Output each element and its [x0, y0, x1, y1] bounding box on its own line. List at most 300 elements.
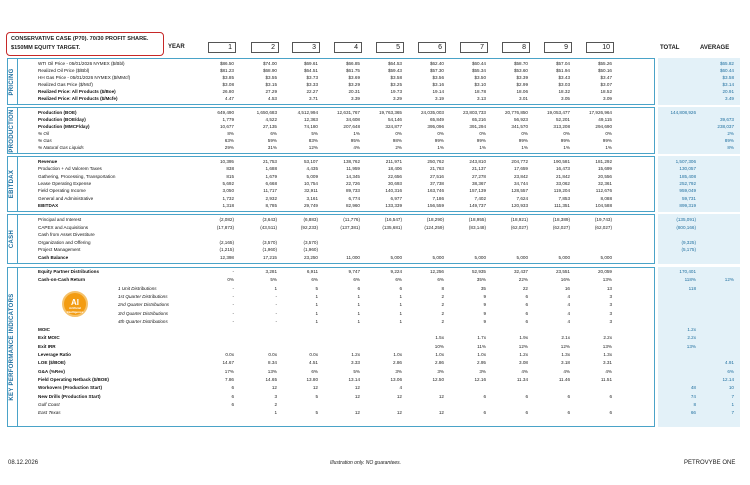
year-9-cell: 18.32 [558, 89, 570, 94]
row-label: Production (BOE/day) [38, 117, 86, 122]
average-header: AVERAGE [700, 45, 730, 51]
footer-date: 08.12.2026 [8, 460, 39, 466]
row-label: Realized Oil Price ($/Bbl) [38, 68, 90, 73]
year-1-cell: 10,677 [219, 124, 234, 129]
year-5-cell: 5,000 [390, 254, 402, 260]
year-3-cell: 1 [315, 302, 318, 308]
year-6-cell: 8 [441, 285, 444, 291]
year-3-cell: 83% [308, 138, 318, 143]
year-8-cell: 12% [518, 343, 528, 349]
year-1-cell: 1,779 [222, 117, 234, 122]
year-2-cell: 4.53 [268, 96, 277, 101]
year-8-cell: 56,923 [513, 117, 528, 122]
year-3-cell: 12 [312, 385, 318, 391]
average-cell: 7 [731, 393, 734, 399]
production-section-label: PRODUCTION [7, 107, 18, 154]
year-9-cell: 4% [563, 368, 570, 374]
year-2-cell: $74.00 [262, 61, 277, 66]
ebitdax-row [20, 174, 734, 180]
year-3-cell: 12% [308, 145, 318, 150]
year-3-cell: 74,180 [303, 124, 318, 129]
total-cell: 899,319 [679, 202, 696, 208]
average-cell: 4.91 [725, 360, 734, 366]
row-label: % Gas [38, 138, 52, 143]
year-8-cell: 6 [525, 393, 528, 399]
year-1-cell: - [232, 269, 234, 274]
year-3-cell: 5,009 [306, 173, 318, 179]
year-8-cell: 22 [522, 285, 528, 291]
row-label: Gathering, Processing, Transportation [38, 173, 116, 179]
year-3-cell: 23,250 [303, 254, 318, 260]
year-5-cell: 98% [392, 138, 402, 143]
year-5-cell: 6 [399, 285, 402, 291]
year-10-cell: 20,556 [597, 173, 612, 179]
year-8-cell: 1% [521, 145, 528, 150]
row-label: Production (MMCF/day) [38, 124, 90, 129]
cash-row [20, 240, 734, 246]
year-10-cell: 20,059 [597, 269, 612, 274]
year-10-cell: 6 [609, 393, 612, 399]
pricing-row [20, 61, 734, 67]
year-2-cell: - [275, 293, 277, 299]
cash-row [20, 255, 734, 261]
year-7-cell: 157,139 [469, 188, 486, 194]
year-4-cell: 5% [353, 368, 360, 374]
kpi-row [20, 286, 734, 292]
year-4-cell: 11,959 [346, 166, 360, 172]
year-7-cell: 149,737 [469, 202, 486, 208]
year-9-cell: 16% [560, 277, 570, 283]
year-9-cell: 19,053,477 [547, 110, 570, 115]
year-5-cell: 1 [399, 302, 402, 308]
row-label: Realized Price: All Products ($/Boe) [38, 89, 116, 94]
average-cell: 8% [727, 145, 734, 150]
year-9-cell: 2.1x [561, 335, 570, 341]
year-6-cell: $3.16 [432, 82, 444, 87]
year-9-cell: 6 [567, 393, 570, 399]
year-1-cell: 1,732 [222, 195, 234, 201]
year-5-cell: (135,681) [382, 224, 402, 230]
year-8-cell: 23,842 [513, 173, 528, 179]
year-3-cell: 5 [315, 393, 318, 399]
year-box-1: 1 [208, 42, 236, 53]
year-9-cell: $3.43 [558, 75, 570, 80]
year-1-cell: - [232, 302, 234, 308]
year-3-cell: 5 [315, 285, 318, 291]
year-7-cell: (18,955) [468, 217, 486, 222]
year-9-cell: 1.3x [561, 352, 570, 357]
year-7-cell: $3.10 [474, 82, 486, 87]
row-label: Realized Gas Price ($/Mcf) [38, 82, 93, 87]
year-3-cell: 1 [315, 318, 318, 324]
year-4-cell: 4% [353, 145, 360, 150]
average-cell: 3.49 [725, 96, 734, 101]
year-6-cell: 21,763 [429, 166, 444, 172]
year-6-cell: $62.40 [429, 61, 444, 66]
year-1-cell: 0.0x [225, 352, 234, 357]
year-2-cell: 11,717 [263, 188, 277, 194]
year-2-cell: 21,753 [262, 159, 277, 164]
year-2-cell: 27,135 [262, 124, 277, 129]
year-8-cell: 5,000 [516, 254, 528, 260]
year-10-cell: 11.51 [600, 376, 612, 382]
year-label: YEAR [168, 44, 185, 50]
year-6-cell: 6% [437, 277, 444, 283]
cash-section-label: CASH [7, 214, 18, 264]
year-10-cell: 3 [609, 318, 612, 324]
year-8-cell: 22% [518, 277, 528, 283]
year-3-cell: $69.61 [303, 61, 318, 66]
year-9-cell: 33,062 [555, 180, 570, 186]
year-5-cell: 1.0x [393, 352, 402, 357]
year-box-5: 5 [376, 42, 404, 53]
year-1-cell: 63% [224, 138, 234, 143]
year-4-cell: $3.69 [348, 75, 360, 80]
year-1-cell: - [232, 310, 234, 316]
year-7-cell: 1.7x [477, 335, 486, 341]
year-6-cell: 3% [437, 368, 444, 374]
year-3-cell: 4,512,994 [297, 110, 318, 115]
year-8-cell: 128,557 [511, 188, 528, 194]
kpi-row [20, 360, 734, 366]
row-label: General and Administrative [38, 195, 94, 201]
total-cell: 2.2x [687, 335, 696, 341]
average-cell: 6% [727, 368, 734, 374]
kpi-row [20, 294, 734, 300]
cash-row [20, 247, 734, 253]
row-label: % Natural Gas Liquids [38, 145, 84, 150]
year-8-cell: $2.99 [516, 82, 528, 87]
year-10-cell: $55.26 [597, 61, 612, 66]
footer-brand: PETROVYBE ONE [684, 460, 736, 466]
row-label: WTI Oil Price - 05/01/2026 NYMEX ($/Bbl) [38, 61, 125, 66]
year-9-cell: 1% [563, 145, 570, 150]
year-box-10: 10 [586, 42, 614, 53]
total-cell: 1.2x [687, 327, 696, 333]
row-label: Field Operating Netback ($/BOE) [38, 376, 109, 382]
year-3-cell: 13.80 [306, 376, 318, 382]
year-5-cell: $64.53 [387, 61, 402, 66]
pricing-row [20, 68, 734, 74]
year-1-cell: 6 [231, 401, 234, 407]
year-10-cell: 2.2x [603, 335, 612, 341]
year-5-cell: 133,339 [385, 202, 402, 208]
year-2-cell: 2,932 [265, 195, 277, 201]
average-cell: 39,673 [719, 117, 734, 122]
year-4-cell: 12 [354, 410, 360, 416]
year-9-cell: 7,853 [558, 195, 570, 201]
year-4-cell: 11,000 [346, 254, 360, 260]
row-label: Project Management [38, 247, 81, 252]
row-label: HH Gas Price - 05/01/2026 NYMEX ($/MMcf) [38, 75, 131, 80]
year-8-cell: 120,933 [511, 202, 528, 208]
average-cell: $65.82 [719, 61, 734, 66]
year-2-cell: 1 [274, 410, 277, 416]
year-2-cell: (3,570) [262, 239, 277, 245]
year-1-cell: (1,215) [219, 247, 234, 252]
year-8-cell: 3.01 [519, 96, 528, 101]
kpi-row [20, 402, 734, 408]
kpi-row [20, 352, 734, 358]
scenario-title-line2: $150MM EQUITY TARGET. [11, 45, 81, 51]
year-10-cell: 8,088 [600, 195, 612, 201]
year-10-cell: 1% [605, 145, 612, 150]
production-row [20, 110, 734, 116]
row-label: Principal and Interest [38, 217, 82, 222]
year-7-cell: 35 [480, 285, 486, 291]
year-5-cell: 2% [395, 145, 402, 150]
year-9-cell: 313,208 [553, 124, 570, 129]
row-label: Workovers (Production Start) [38, 385, 102, 391]
year-2-cell: 27.29 [265, 89, 277, 94]
total-cell: 252,792 [679, 180, 696, 186]
year-8-cell: $53.60 [513, 68, 528, 73]
year-4-cell: 1 [357, 293, 360, 299]
year-5-cell: 2.86 [393, 360, 402, 366]
year-9-cell: $57.04 [555, 61, 570, 66]
average-cell: 1 [731, 401, 734, 407]
row-label: Cash from Asset Divestiture [38, 232, 95, 237]
row-label: 4th Quarter Distributions [118, 318, 168, 324]
footer-disclaimer: Illustration only. NO guarantees. [330, 460, 402, 466]
year-5-cell: (16,547) [384, 217, 402, 222]
year-1-cell: 1,318 [222, 202, 234, 208]
year-4-cell: 82,960 [345, 202, 360, 208]
year-9-cell: 16,473 [555, 166, 570, 172]
kpi-row [20, 311, 734, 317]
year-9-cell: 21,842 [555, 173, 570, 179]
year-6-cell: 27,516 [429, 173, 444, 179]
year-8-cell: 4% [521, 368, 528, 374]
year-2-cell: 3 [274, 393, 277, 399]
year-2-cell: - [275, 302, 277, 308]
year-3-cell: 4.51 [309, 360, 318, 366]
average-cell: 20.91 [722, 89, 734, 94]
year-7-cell: 27,278 [471, 173, 486, 179]
year-3-cell: (92,233) [300, 224, 318, 230]
year-6-cell: 12 [438, 393, 444, 399]
year-9-cell: 4 [567, 318, 570, 324]
year-4-cell: 138,762 [343, 159, 360, 164]
year-2-cell: 4,522 [265, 117, 277, 122]
year-4-cell: 6% [353, 277, 360, 283]
total-cell: (9,325) [681, 239, 696, 245]
row-label: 1 Unit Distributions [118, 285, 157, 291]
year-4-cell: 89,733 [345, 188, 360, 194]
ebitdax-row [20, 188, 734, 194]
year-4-cell: 207,648 [343, 124, 360, 129]
average-cell: 238,037 [717, 124, 734, 129]
year-4-cell: 22,726 [345, 180, 360, 186]
scenario-title-line1: CONSERVATIVE CASE (P70). 70/30 PROFIT SHARE. [11, 36, 149, 42]
row-label: % Oil [38, 131, 49, 136]
year-6-cell: 19.14 [432, 89, 444, 94]
year-1-cell: - [232, 293, 234, 299]
year-3-cell: $3.73 [306, 75, 318, 80]
year-6-cell: 2 [441, 293, 444, 299]
year-1-cell: (17,873) [216, 224, 234, 230]
year-2-cell: 5% [270, 277, 277, 283]
year-6-cell: 12.50 [432, 376, 444, 382]
year-3-cell: 3,161 [306, 195, 318, 201]
year-1-cell: 12,398 [219, 254, 234, 260]
year-9-cell: 52,201 [555, 117, 570, 122]
year-1-cell: 26.80 [222, 89, 234, 94]
row-label: Leverage Ratio [38, 352, 71, 357]
kpi-row [20, 319, 734, 325]
row-label: New Drills (Production Start) [38, 393, 101, 399]
year-4-cell: 20.31 [348, 89, 360, 94]
year-1-cell: 0% [227, 277, 234, 283]
production-row [20, 117, 734, 123]
year-1-cell: 10,395 [219, 159, 234, 164]
year-5-cell: 18,406 [387, 166, 402, 172]
pricing-row [20, 96, 734, 102]
year-10-cell: 13% [602, 343, 612, 349]
average-cell: 12.14 [722, 376, 734, 382]
row-label: Organization and Offering [38, 239, 91, 245]
kpi-row [20, 302, 734, 308]
year-2-cell: - [275, 318, 277, 324]
year-7-cell: 391,294 [469, 124, 486, 129]
year-7-cell: 23,803,733 [463, 110, 486, 115]
kpi-row [20, 269, 734, 275]
year-9-cell: 6 [567, 410, 570, 416]
year-2-cell: 8.34 [268, 360, 277, 366]
year-10-cell: 3 [609, 293, 612, 299]
year-2-cell: 3,281 [265, 269, 277, 274]
year-5-cell: 211,971 [385, 159, 402, 164]
average-cell: $60.44 [719, 68, 734, 73]
year-5-cell: $3.25 [390, 82, 402, 87]
year-10-cell: 17,926,964 [589, 110, 612, 115]
year-7-cell: 2.95 [477, 360, 486, 366]
year-7-cell: 21,137 [471, 166, 486, 172]
ebitdax-row [20, 196, 734, 202]
year-7-cell: 5,000 [474, 254, 486, 260]
year-10-cell: 18.52 [600, 89, 612, 94]
year-3-cell: (6,883) [303, 217, 318, 222]
average-cell: 2% [727, 131, 734, 136]
year-6-cell: 2 [441, 302, 444, 308]
year-2-cell: $3.15 [265, 82, 277, 87]
year-5-cell: 3.29 [393, 96, 402, 101]
year-9-cell: 119,204 [553, 188, 570, 194]
production-row [20, 124, 734, 130]
year-box-9: 9 [544, 42, 572, 53]
year-10-cell: $3.07 [600, 82, 612, 87]
production-row [20, 131, 734, 137]
year-3-cell: 22.27 [306, 89, 318, 94]
year-2-cell: (3,643) [262, 217, 277, 222]
row-label: MOIC [38, 327, 50, 333]
year-1-cell: (2,082) [219, 217, 234, 222]
total-cell: 13% [686, 343, 696, 349]
year-6-cell: (124,259) [424, 224, 444, 230]
year-7-cell: 52,935 [471, 269, 486, 274]
year-box-6: 6 [418, 42, 446, 53]
year-4-cell: 1 [357, 310, 360, 316]
year-1-cell: $3.85 [222, 75, 234, 80]
year-3-cell: 6% [311, 368, 318, 374]
year-10-cell: 99% [602, 138, 612, 143]
year-6-cell: 163,746 [427, 188, 444, 194]
scenario-title-box [6, 32, 164, 56]
year-5-cell: 12 [396, 393, 402, 399]
kpi-row [20, 344, 734, 350]
kpi-row [20, 277, 734, 283]
year-3-cell: 1 [315, 310, 318, 316]
year-2-cell: 8,785 [265, 202, 277, 208]
row-label: CAPEX and Acquisitions [38, 224, 89, 230]
year-5-cell: 13.06 [390, 376, 402, 382]
year-9-cell: $51.94 [555, 68, 570, 73]
ebitdax-row [20, 181, 734, 187]
year-9-cell: 3.05 [561, 96, 570, 101]
total-cell: 59,731 [681, 195, 696, 201]
year-6-cell: 2 [441, 318, 444, 324]
year-5-cell: $3.58 [390, 75, 402, 80]
year-10-cell: 32,361 [597, 180, 612, 186]
year-8-cell: 6 [525, 293, 528, 299]
year-9-cell: 4 [567, 310, 570, 316]
year-6-cell: 3.19 [435, 96, 444, 101]
row-label: Realized Price: All Products ($/Mcfe) [38, 96, 118, 101]
ebitdax-row [20, 166, 734, 172]
year-6-cell: 99% [434, 138, 444, 143]
year-3-cell: 12,363 [303, 117, 318, 122]
kpi-row [20, 394, 734, 400]
year-10-cell: 181,292 [595, 159, 612, 164]
row-label: Gulf Coast [38, 401, 60, 407]
total-cell: (800,166) [676, 224, 696, 230]
row-label: Production (BOE) [38, 110, 77, 115]
year-3-cell: (1,960) [303, 247, 318, 252]
year-7-cell: 9 [483, 310, 486, 316]
year-7-cell: $55.34 [471, 68, 486, 73]
year-5-cell: 140,316 [385, 188, 402, 194]
year-9-cell: 4 [567, 302, 570, 308]
year-7-cell: 6 [483, 410, 486, 416]
year-1-cell: (2,165) [219, 239, 234, 245]
row-label: Exit MOIC [38, 335, 60, 341]
pricing-section-label: PRICING [7, 58, 18, 105]
year-10-cell: 294,690 [595, 124, 612, 129]
year-7-cell: 9 [483, 293, 486, 299]
year-7-cell: $3.50 [474, 75, 486, 80]
year-7-cell: 3% [479, 368, 486, 374]
year-7-cell: 3.13 [477, 96, 486, 101]
year-2-cell: (43,511) [260, 224, 277, 230]
year-10-cell: 0% [605, 131, 612, 136]
year-4-cell: 13.14 [348, 376, 360, 382]
production-row [20, 145, 734, 151]
year-4-cell: $61.75 [345, 68, 360, 73]
year-1-cell: - [232, 285, 234, 291]
year-6-cell: 156,559 [427, 202, 444, 208]
row-label: East Texas [38, 410, 61, 416]
row-label: Cash Balance [38, 254, 69, 260]
year-6-cell: 37,738 [429, 180, 444, 186]
year-5-cell: 1 [399, 318, 402, 324]
average-cell: 7 [731, 410, 734, 416]
kpi-row [20, 335, 734, 341]
year-2-cell: (1,960) [262, 247, 277, 252]
year-6-cell: 1.0x [435, 352, 444, 357]
total-cell: 66 [690, 410, 696, 416]
year-10-cell: 104,588 [595, 202, 612, 208]
total-cell: 170,401 [679, 269, 696, 274]
